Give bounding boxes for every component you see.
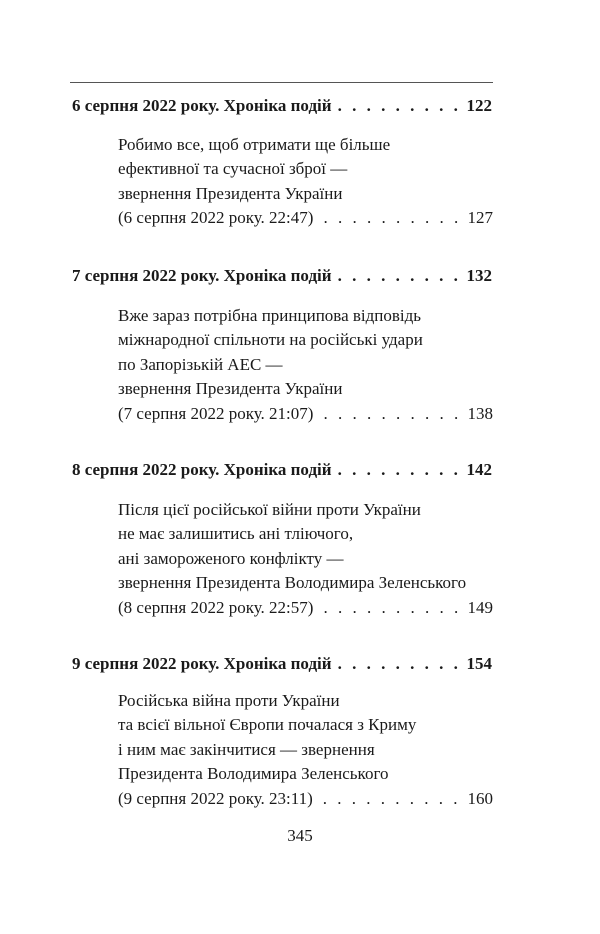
toc-heading-page: 142 [466,460,492,479]
toc-heading-4 [72,654,492,680]
page-number: 345 [287,826,313,845]
toc-entry-4 [118,689,493,811]
dot-leader [323,787,462,811]
toc-heading-page: 154 [466,654,492,673]
entry-line: Робимо все, щоб отримати ще більше [118,135,391,154]
entry-page: 127 [467,208,493,228]
entry-last-line [118,596,493,620]
entry-line: звернення Президента Володимира Зеленського [118,573,467,593]
dot-leader [323,206,461,230]
top-rule [70,82,493,83]
dot-leader [338,266,461,286]
entry-line: ефективної та сучасної зброї — [118,159,348,179]
entry-date: (7 серпня 2022 року. 21:07) [118,403,314,423]
entry-line: і ним має закінчитися — звернення [118,739,375,759]
toc-entry-2 [118,304,493,426]
entry-line: Вже зараз потрібна принципова відповідь [118,306,422,325]
toc-heading-3 [72,460,492,486]
entry-line: міжнародної спільноти на російські удари [118,330,423,350]
entry-last-line [118,206,493,230]
toc-heading-2 [72,266,492,292]
toc-entry-3 [118,498,493,620]
toc-heading-page: 122 [466,96,492,115]
entry-line: звернення Президента України [118,379,343,399]
entry-page: 138 [467,403,493,423]
toc-heading-title: 8 серпня 2022 року. Хроніка подій [72,460,332,479]
toc-heading-title: 6 серпня 2022 року. Хроніка подій [72,96,332,115]
entry-page: 160 [467,788,493,808]
dot-leader [338,96,461,116]
toc-entry-1 [118,133,493,231]
entry-last-line [118,402,493,426]
dot-leader [338,654,461,674]
entry-last-line [118,787,493,811]
toc-heading-title: 7 серпня 2022 року. Хроніка подій [72,266,332,285]
entry-line: по Запорізькій АЕС — [118,354,283,374]
dot-leader [323,402,461,426]
entry-line: ані замороженого конфлікту — [118,548,344,568]
entry-date: (8 серпня 2022 року. 22:57) [118,597,314,617]
toc-heading-page: 132 [466,266,492,285]
entry-line: не має залишитись ані тліючого, [118,524,354,544]
toc-heading-title: 9 серпня 2022 року. Хроніка подій [72,654,332,673]
entry-page: 149 [467,597,493,617]
entry-line: Російська війна проти України [118,691,340,710]
entry-line: Президента Володимира Зеленського [118,764,389,784]
entry-line: Після цієї російської війни проти України [118,500,421,519]
dot-leader [323,596,461,620]
toc-heading-1 [72,96,492,122]
entry-date: (6 серпня 2022 року. 22:47) [118,208,314,228]
entry-line: та всієї вільної Європи почалася з Криму [118,715,417,735]
entry-date: (9 серпня 2022 року. 23:11) [118,788,313,808]
dot-leader [338,460,461,480]
entry-line: звернення Президента України [118,183,343,203]
